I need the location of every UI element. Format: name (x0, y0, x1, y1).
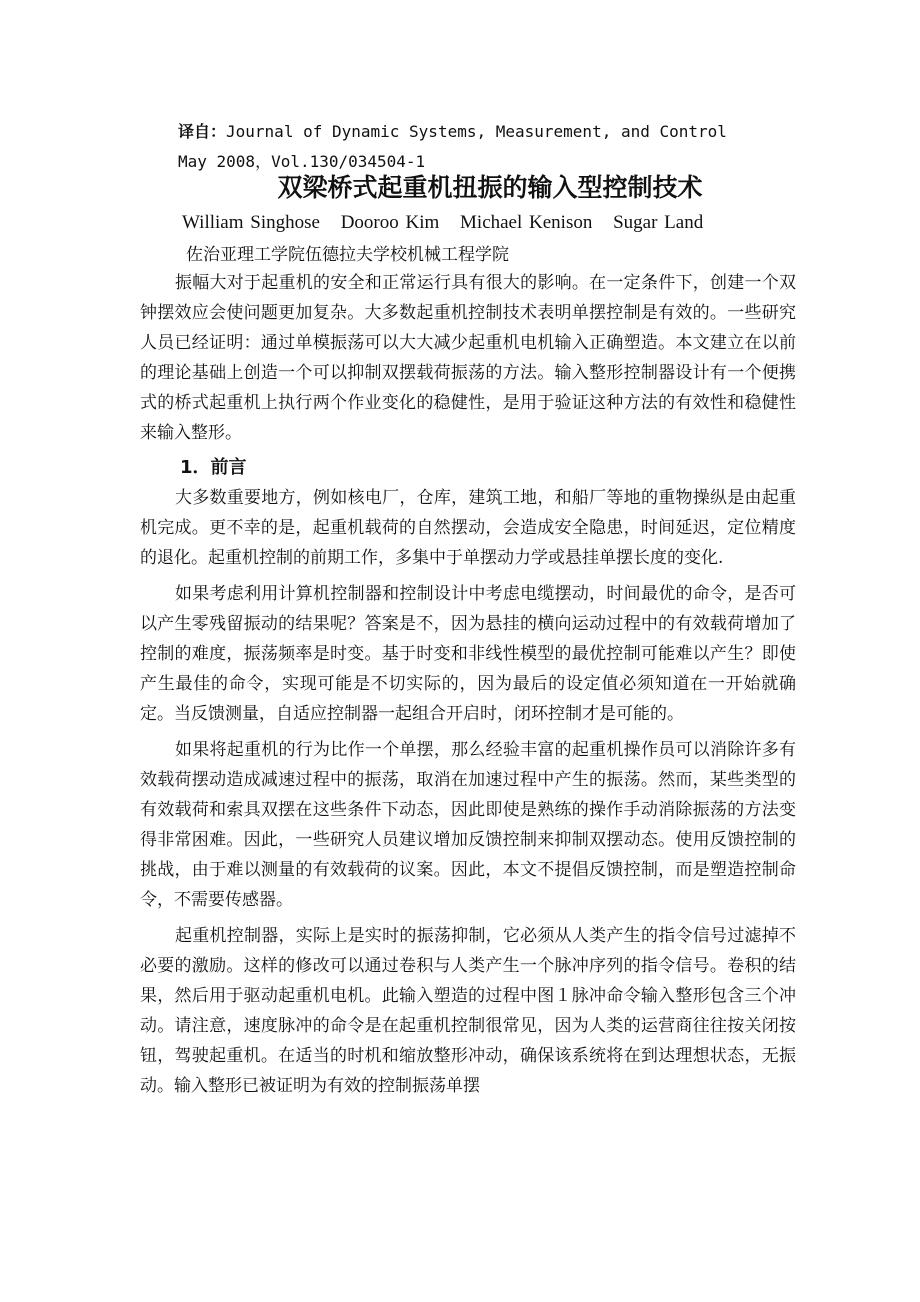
abstract-paragraph: 振幅大对于起重机的安全和正常运行具有很大的影响。在一定条件下，创建一个双钟摆效应会使问题更加复杂。大多数起重机控制技术表明单摆控制是有效的。一些研究人员已经证明：通过单模振荡可以大大减少起重机电机输入正确塑造。本文建立在以前的理论基础上创造一个可以抑制双摆载荷振荡的方法。输入整形控制器设计有一个便携式的桥式起重机上执行两个作业变化的稳健性，是用于验证这种方法的有效性和稳健性来输入整形。 (140, 273, 796, 443)
author-name: Michael Kenison (460, 212, 593, 233)
paragraph: 如果考虑利用计算机控制器和控制设计中考虑电缆摆动，时间最优的命令，是否可以产生零残留振动的结果呢？答案是不，因为悬挂的横向运动过程中的有效载荷增加了控制的难度，振荡频率是时变。基于时变和非线性模型的最优控制可能难以产生？即使产生最佳的命令，实现可能是不切实际的，因为最后的设定值必须知道在一开始就确定。当反馈测量，自适应控制器一起组合开启时，闭环控制才是可能的。 (140, 584, 796, 724)
section-body (140, 483, 796, 1101)
paper-title: 双梁桥式起重机扭振的输入型控制技术 (277, 173, 703, 202)
abstract (140, 268, 796, 448)
source-citation (178, 117, 727, 147)
source-issue: May 2008，Vol.130/034504-1 (178, 152, 426, 171)
affiliation: 佐治亚理工学院伍德拉夫学校机械工程学院 (186, 245, 509, 265)
paragraph: 如果将起重机的行为比作一个单摆，那么经验丰富的起重机操作员可以消除许多有效载荷摆动造成减速过程中的振荡，取消在加速过程中产生的振荡。然而，某些类型的有效载荷和索具双摆在这些条件下动态，因此即使是熟练的操作手动消除振荡的方法变得非常困难。因此，一些研究人员建议增加反馈控制来抑制双摆动态。使用反馈控制的挑战，由于难以测量的有效载荷的议案。因此，本文不提倡反馈控制，而是塑造控制命令，不需要传感器。 (140, 740, 796, 910)
paragraph: 大多数重要地方，例如核电厂，仓库，建筑工地，和船厂等地的重物操纵是由起重机完成。更不幸的是，起重机载荷的自然摆动，会造成安全隐患，时间延迟，定位精度的退化。起重机控制的前期工作，多集中于单摆动力学或悬挂单摆长度的变化. (140, 488, 796, 568)
source-label: 译自： (178, 122, 227, 141)
author-name: Sugar Land (613, 212, 704, 233)
author-name: Dooroo Kim (340, 212, 440, 233)
section-heading: 1．前言 (180, 457, 247, 478)
author-list (182, 208, 717, 238)
source-journal: Journal of Dynamic Systems, Measurement, and Control (226, 122, 727, 141)
author-name: William Singhose (182, 212, 320, 233)
paragraph: 起重机控制器，实际上是实时的振荡抑制，它必须从人类产生的指令信号过滤掉不必要的激励。这样的修改可以通过卷积与人类产生一个脉冲序列的指令信号。卷积的结果，然后用于驱动起重机电机。此输入塑造的过程中图１脉冲命令输入整形包含三个冲动。请注意，速度脉冲的命令是在起重机控制很常见，因为人类的运营商往往按关闭按钮，驾驶起重机。在适当的时机和缩放整形冲动，确保该系统将在到达理想状态，无振动。输入整形已被证明为有效的控制振荡单摆 (140, 926, 796, 1096)
